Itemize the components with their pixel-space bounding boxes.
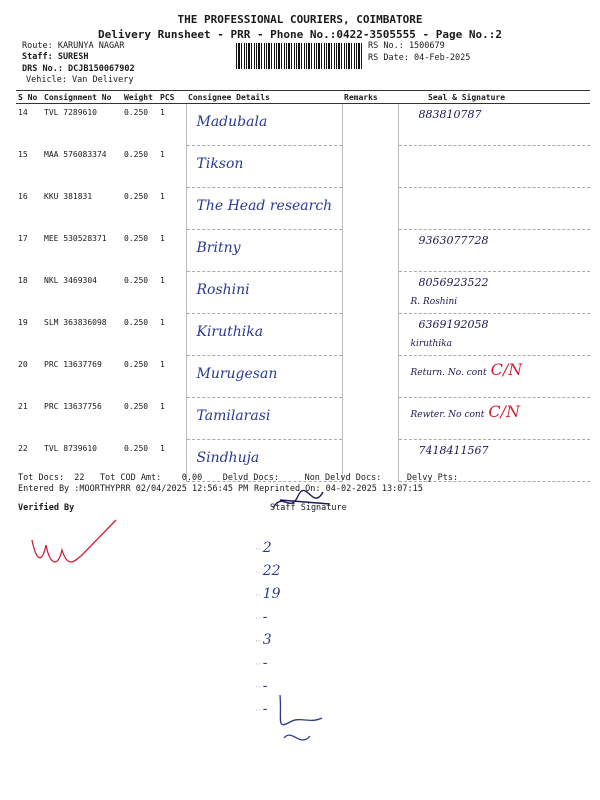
seal-note: Return. No. cont [410, 368, 487, 378]
company-title: THE PROFESSIONAL COURIERS, COIMBATORE [177, 13, 423, 26]
consignment-cell: SLM 363836098 [44, 317, 107, 327]
tally-value: 19 [262, 586, 281, 602]
tally-value: - [262, 655, 268, 671]
seal-phone: 8056923522 [418, 276, 489, 289]
rs-number: RS No.: 1500679 [368, 41, 445, 51]
reprinted-on: Reprinted On: 04-02-2025 13:07:15 [254, 484, 423, 494]
sno-cell: 19 [18, 317, 28, 327]
verified-by-label: Verified By [18, 503, 75, 513]
tally-value: 2 [262, 540, 272, 556]
weight-cell: 0.250 [124, 233, 149, 243]
consignment-cell: MEE 530528371 [44, 233, 107, 243]
seal-phone: 883810787 [418, 108, 482, 121]
tally-item: ·· - [255, 678, 268, 694]
consignee-cell [186, 356, 342, 398]
pcs-cell: 1 [160, 108, 165, 117]
weight-cell: 0.250 [124, 317, 149, 327]
seal-phone: 6369192058 [418, 318, 489, 331]
weight-cell: 0.250 [124, 359, 149, 369]
staff-signature-label: Staff Signature [270, 503, 347, 513]
staff-signature-scribble [268, 486, 338, 516]
seal-cell [398, 314, 590, 356]
weight-cell: 0.250 [124, 443, 149, 453]
remarks-cell [342, 314, 398, 356]
tally-item: ·· 3 [255, 632, 272, 648]
consignment-cell: NKL 3469304 [44, 275, 97, 285]
runsheet-table [16, 90, 590, 482]
weight-cell: 0.250 [124, 275, 149, 285]
consignee-handwriting: Britny [196, 240, 241, 256]
sno-cell: 17 [18, 233, 28, 243]
vehicle-label: Vehicle: Van Delivery [26, 75, 134, 85]
consignee-handwriting: Roshini [196, 282, 250, 298]
consignee-cell [186, 272, 342, 314]
drs-label: DRS No.: DCJB150067902 [22, 64, 135, 74]
sno-cell: 20 [18, 359, 28, 369]
consignment-cell: MAA 576083374 [44, 149, 107, 159]
staff-label: Staff: SURESH [22, 52, 89, 62]
col-consignment: Consignment No [42, 91, 122, 104]
col-weight: Weight [122, 91, 158, 104]
consignee-cell [186, 314, 342, 356]
rs-date: RS Date: 04-Feb-2025 [368, 53, 471, 63]
consignee-handwriting: Murugesan [196, 366, 278, 382]
pcs-cell: 1 [160, 443, 165, 453]
seal-cell [398, 146, 590, 188]
runsheet-subtitle: Delivery Runsheet - PRR - Phone No.:0422-3505555 - Page No.:2 [98, 28, 502, 41]
col-pcs: PCS [158, 91, 186, 104]
weight-cell: 0.250 [124, 108, 149, 117]
table-row [16, 188, 590, 230]
tally-value: - [262, 609, 268, 625]
remarks-cell [342, 230, 398, 272]
pcs-cell: 1 [160, 233, 165, 243]
tally-item: ·· - [255, 609, 268, 625]
seal-note: kiruthika [410, 339, 453, 349]
sno-cell: 22 [18, 443, 28, 453]
remarks-cell [342, 104, 398, 146]
seal-cell [398, 188, 590, 230]
remarks-cell [342, 398, 398, 440]
seal-note: Rewter. No cont [410, 410, 485, 420]
consignee-cell [186, 146, 342, 188]
seal-cell [398, 272, 590, 314]
remarks-cell [342, 272, 398, 314]
consignment-cell: TVL 8739610 [44, 443, 97, 453]
seal-cell [398, 230, 590, 272]
tally-item: ·· 22 [255, 563, 281, 579]
seal-note: R. Roshini [410, 297, 458, 307]
col-remarks: Remarks [342, 91, 398, 104]
consignment-cell: KKU 381831 [44, 191, 93, 201]
consignee-cell [186, 398, 342, 440]
weight-cell: 0.250 [124, 401, 149, 411]
weight-cell: 0.250 [124, 191, 149, 201]
barcode [236, 43, 362, 69]
consignee-handwriting: Sindhuja [196, 450, 260, 466]
pcs-cell: 1 [160, 401, 165, 411]
consignee-handwriting: Tamilarasi [196, 408, 271, 424]
entered-by: Entered By :MOORTHYPRR 02/04/2025 12:56:45 PM [18, 484, 249, 494]
tally-value: - [262, 678, 268, 694]
seal-phone: 9363077728 [418, 234, 489, 247]
remarks-cell [342, 188, 398, 230]
table-row [16, 398, 590, 440]
pcs-cell: 1 [160, 149, 165, 159]
weight-cell: 0.250 [124, 149, 149, 159]
consignee-handwriting: Tikson [196, 156, 244, 172]
consignment-cell: PRC 13637769 [44, 359, 102, 369]
col-seal: Seal & Signature [398, 91, 590, 104]
remarks-cell [342, 146, 398, 188]
table-row [16, 230, 590, 272]
consignment-cell: PRC 13637756 [44, 401, 102, 411]
table-row [16, 314, 590, 356]
consignee-cell [186, 104, 342, 146]
cn-mark: C/N [490, 360, 523, 379]
pcs-cell: 1 [160, 359, 165, 369]
col-sno: S No [16, 91, 42, 104]
consignee-handwriting: Madubala [196, 114, 268, 130]
seal-cell [398, 104, 590, 146]
sno-cell: 15 [18, 149, 28, 159]
verified-signature-scribble [24, 510, 124, 580]
table-row [16, 272, 590, 314]
table-row [16, 146, 590, 188]
consignee-handwriting: The Head research [196, 198, 333, 214]
seal-cell [398, 356, 590, 398]
tally-value: - [262, 701, 268, 717]
tally-value: 3 [262, 632, 272, 648]
sno-cell: 18 [18, 275, 28, 285]
cn-mark: C/N [488, 402, 520, 421]
seal-cell [398, 398, 590, 440]
tally-value: 22 [262, 563, 281, 579]
tally-item: ·· - [255, 701, 268, 717]
tally-item: ·· - [255, 655, 268, 671]
col-consignee: Consignee Details [186, 91, 342, 104]
table-header-row [16, 91, 590, 104]
sno-cell: 16 [18, 191, 28, 201]
consignee-handwriting: Kiruthika [196, 324, 264, 340]
remarks-cell [342, 356, 398, 398]
pcs-cell: 1 [160, 317, 165, 327]
pcs-cell: 1 [160, 191, 165, 201]
table-row [16, 104, 590, 146]
bottom-signature-scribble [270, 690, 350, 750]
sno-cell: 21 [18, 401, 28, 411]
consignment-cell: TVL 7289610 [44, 108, 97, 117]
totals-line: Tot Docs: 22 Tot COD Amt: 0.00 Delvd Docs: Non Delvd Docs: Delvy Pts: [18, 473, 459, 483]
sno-cell: 14 [18, 108, 28, 117]
consignee-cell [186, 188, 342, 230]
tally-item: ·· 2 [255, 540, 272, 556]
tally-item: ·· 19 [255, 586, 281, 602]
seal-phone: 7418411567 [418, 444, 489, 457]
route-label: Route: KARUNYA NAGAR [22, 41, 125, 51]
consignee-cell [186, 230, 342, 272]
pcs-cell: 1 [160, 275, 165, 285]
table-row [16, 356, 590, 398]
